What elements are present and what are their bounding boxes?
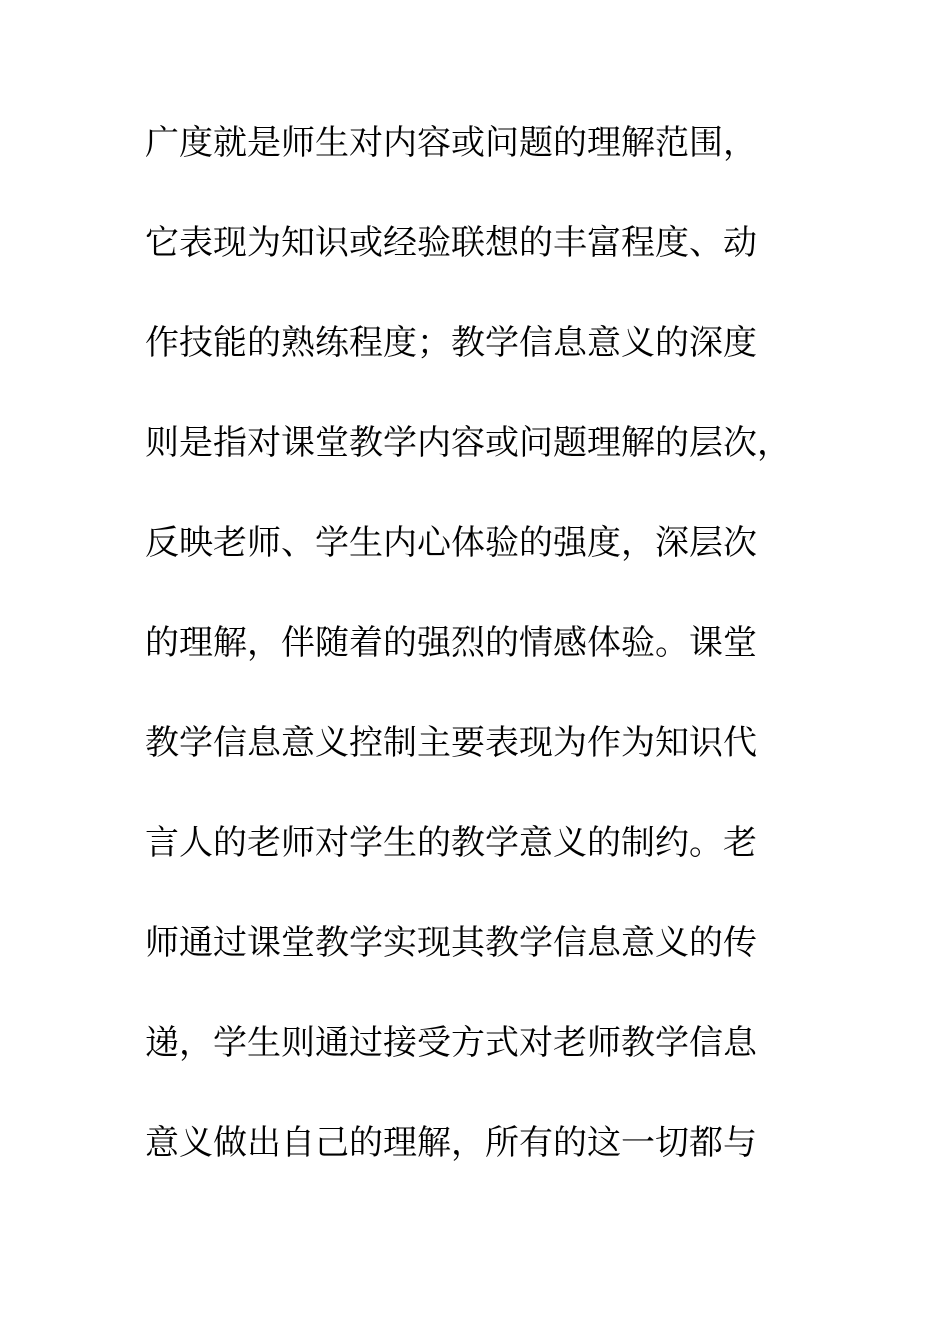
- text-line: 的理解，伴随着的强烈的情感体验。课堂: [145, 623, 757, 663]
- text-line: 则是指对课堂教学内容或问题理解的层次，: [145, 423, 791, 463]
- text-line: 作技能的熟练程度；教学信息意义的深度: [145, 323, 757, 363]
- text-line: 言人的老师对学生的教学意义的制约。老: [145, 823, 757, 863]
- text-line: 师通过课堂教学实现其教学信息意义的传: [145, 923, 757, 963]
- text-line: 教学信息意义控制主要表现为作为知识代: [145, 723, 757, 763]
- text-line: 广度就是师生对内容或问题的理解范围，: [145, 123, 757, 163]
- text-line: 递，学生则通过接受方式对老师教学信息: [145, 1023, 757, 1063]
- text-line: 反映老师、学生内心体验的强度，深层次: [145, 523, 757, 563]
- text-line: 它表现为知识或经验联想的丰富程度、动: [145, 223, 757, 263]
- text-line: 意义做出自己的理解，所有的这一切都与: [145, 1123, 757, 1163]
- body-text: [145, 123, 825, 1226]
